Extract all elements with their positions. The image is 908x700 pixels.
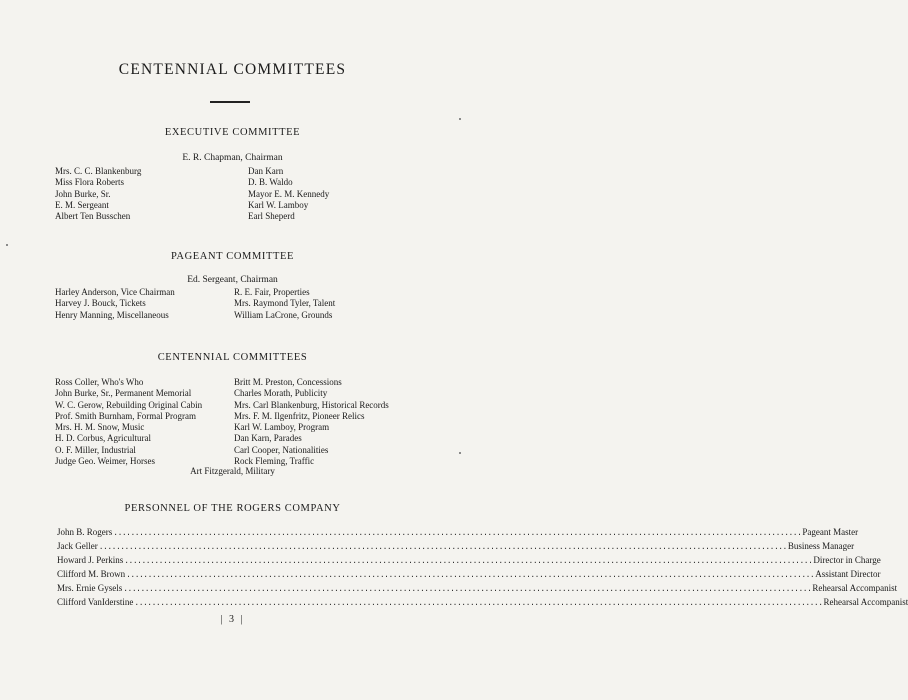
personnel-row <box>57 554 881 568</box>
dot-leader: ................................................................................................................................................................ <box>134 599 823 608</box>
personnel-row <box>57 568 881 582</box>
centennial-last-entry: Art Fitzgerald, Military <box>190 466 275 476</box>
member-entry: John Burke, Sr., Permanent Memorial <box>55 388 192 399</box>
centennial-committees-heading: CENTENNIAL COMMITTEES <box>157 352 308 363</box>
member-entry: O. F. Miller, Industrial <box>55 444 136 455</box>
centennial-members-left <box>55 377 202 467</box>
personnel-name: Howard J. Perkins <box>57 555 124 565</box>
centennial-members-right <box>234 377 389 467</box>
member-entry: Mrs. F. M. Ilgenfritz, Pioneer Relics <box>234 410 365 421</box>
member-name: D. B. Waldo <box>248 177 293 188</box>
personnel-list <box>57 526 908 610</box>
member-name: Dan Karn <box>248 166 284 176</box>
personnel-role: Pageant Master <box>802 527 859 537</box>
executive-members-right <box>248 166 329 222</box>
member-entry: Britt M. Preston, Concessions <box>234 377 342 387</box>
executive-committee-heading: EXECUTIVE COMMITTEE <box>164 127 301 138</box>
pageant-chairman: Ed. Sergeant, Chairman <box>187 275 278 285</box>
member-entry: R. E. Fair, Properties <box>234 287 310 297</box>
personnel-heading: PERSONNEL OF THE ROGERS COMPANY <box>124 503 341 514</box>
member-entry: W. C. Gerow, Rebuilding Original Cabin <box>55 399 203 410</box>
dot-leader: ................................................................................................................................................................ <box>126 571 815 580</box>
member-name: Earl Sheperd <box>248 211 295 222</box>
personnel-role: Rehearsal Accompanist <box>812 583 898 593</box>
member-entry: Prof. Smith Burnham, Formal Program <box>55 410 196 421</box>
dot-leader: ................................................................................................................................................................ <box>98 543 787 552</box>
pageant-members-right <box>234 287 335 321</box>
personnel-role: Business Manager <box>787 541 855 551</box>
dot-leader: ................................................................................................................................................................ <box>123 585 812 594</box>
pageant-committee-heading: PAGEANT COMMITTEE <box>170 251 295 262</box>
member-name: John Burke, Sr. <box>55 188 111 199</box>
member-entry: Mrs. Raymond Tyler, Talent <box>234 298 336 309</box>
member-entry: Harvey J. Bouck, Tickets <box>55 298 146 309</box>
member-entry: Ross Coller, Who's Who <box>55 377 144 387</box>
member-entry: William LaCrone, Grounds <box>234 309 333 320</box>
scan-speck <box>6 244 8 246</box>
member-entry: Mrs. H. M. Snow, Music <box>55 422 145 433</box>
member-entry: Judge Geo. Weimer, Horses <box>55 456 155 467</box>
personnel-name: John B. Rogers <box>57 527 113 537</box>
personnel-role: Rehearsal Accompanist <box>823 597 908 607</box>
personnel-row <box>57 596 908 610</box>
member-entry: Harley Anderson, Vice Chairman <box>55 287 175 297</box>
member-name: E. M. Sergeant <box>55 199 109 210</box>
member-entry: Charles Morath, Publicity <box>234 388 328 399</box>
member-entry: Henry Manning, Miscellaneous <box>55 309 169 320</box>
member-entry: Karl W. Lamboy, Program <box>234 422 330 433</box>
personnel-row <box>57 526 859 540</box>
member-entry: Rock Fleming, Traffic <box>234 456 315 467</box>
scan-speck <box>459 118 461 120</box>
member-entry: Carl Cooper, Nationalities <box>234 444 329 455</box>
personnel-row <box>57 540 855 554</box>
member-name: Mrs. C. C. Blankenburg <box>55 166 142 176</box>
personnel-role: Assistant Director <box>815 569 881 579</box>
dot-leader: ................................................................................................................................................................ <box>113 529 802 538</box>
personnel-name: Clifford M. Brown <box>57 569 126 579</box>
member-name: Albert Ten Busschen <box>55 211 131 222</box>
member-entry: Mrs. Carl Blankenburg, Historical Records <box>234 399 389 410</box>
personnel-name: Mrs. Ernie Gysels <box>57 583 123 593</box>
personnel-name: Clifford VanIderstine <box>57 597 134 607</box>
scan-speck <box>459 452 461 454</box>
title-divider <box>210 101 250 103</box>
pageant-members-left <box>55 287 175 321</box>
personnel-name: Jack Geller <box>57 541 98 551</box>
page-title: CENTENNIAL COMMITTEES <box>118 61 347 78</box>
member-name: Miss Flora Roberts <box>55 177 125 188</box>
personnel-role: Director in Charge <box>813 555 881 565</box>
personnel-row <box>57 582 898 596</box>
page-number: | 3 | <box>220 614 245 625</box>
member-entry: H. D. Corbus, Agricultural <box>55 433 151 444</box>
executive-chairman: E. R. Chapman, Chairman <box>182 153 283 163</box>
member-name: Mayor E. M. Kennedy <box>248 188 330 199</box>
member-entry: Dan Karn, Parades <box>234 433 302 444</box>
member-name: Karl W. Lamboy <box>248 199 309 210</box>
dot-leader: ................................................................................................................................................................ <box>124 557 813 566</box>
executive-members-left <box>55 166 141 222</box>
